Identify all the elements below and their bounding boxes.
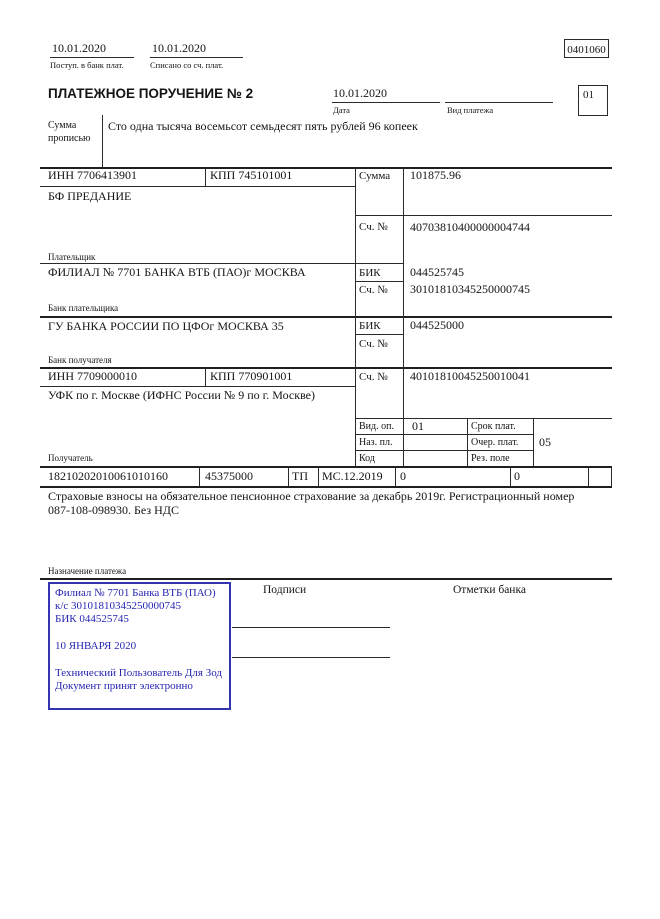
payment-type-label: Вид платежа <box>447 105 494 115</box>
op-type-value: 01 <box>412 419 424 433</box>
payer-label: Плательщик <box>48 252 96 262</box>
payee-bank-bik-value: 044525000 <box>410 318 464 332</box>
payer-bank-label: Банк плательщика <box>48 303 119 313</box>
stamp-bank-name: Филиал № 7701 Банка ВТБ (ПАО) <box>55 587 216 599</box>
payment-purpose-text: Страховые взносы на обязательное пенсионное страхование за декабрь 2019г. Регистрационный номер 087-108-098930. Без НДС <box>48 489 575 517</box>
stamp-bik: БИК 044525745 <box>55 613 129 625</box>
reserve-field-label: Рез. поле <box>471 453 510 464</box>
payer-status-box <box>578 85 608 116</box>
tax-doc-number: 0 <box>400 469 406 483</box>
tax-doc-date: 0 <box>514 469 520 483</box>
date-label: Дата <box>333 105 350 115</box>
payer-bank-account-label: Сч. № <box>359 284 388 296</box>
payee-label: Получатель <box>48 453 93 463</box>
payee-account-label: Сч. № <box>359 371 388 383</box>
amount-in-words: Сто одна тысяча восемьсот семьдесят пять рублей 96 копеек <box>108 119 418 133</box>
payment-basis: ТП <box>292 469 308 483</box>
document-title: ПЛАТЕЖНОЕ ПОРУЧЕНИЕ № 2 <box>48 86 254 101</box>
payment-term-label: Срок плат. <box>471 421 516 432</box>
stamp-corr-account: к/с 30101810345250000745 <box>55 600 182 612</box>
kbk-code: 18210202010061010160 <box>48 469 168 483</box>
received-in-bank-label: Поступ. в банк плат. <box>50 60 124 70</box>
payee-kpp: КПП 770901001 <box>210 369 293 383</box>
payee-account-value: 40101810045250010041 <box>410 369 530 383</box>
payer-account-label: Сч. № <box>359 221 388 233</box>
payer-account-value: 40703810400000004744 <box>410 220 530 234</box>
received-in-bank-date: 10.01.2020 <box>52 41 106 55</box>
payee-bank-label: Банк получателя <box>48 355 112 365</box>
signature-line-2 <box>232 657 390 658</box>
payer-status-code: 01 <box>583 89 594 101</box>
payment-order-label: Очер. плат. <box>471 437 519 448</box>
sum-label: Сумма <box>359 170 391 182</box>
payee-inn: ИНН 7709000010 <box>48 369 137 383</box>
payee-bank-account-label: Сч. № <box>359 338 388 350</box>
purpose-code-label: Наз. пл. <box>359 437 393 448</box>
payee-name: УФК по г. Москве (ИФНС России № 9 по г. Москве) <box>48 388 315 402</box>
document-date: 10.01.2020 <box>333 86 387 100</box>
code-label: Код <box>359 453 375 464</box>
tax-period: МС.12.2019 <box>322 469 383 483</box>
payer-inn: ИНН 7706413901 <box>48 168 137 182</box>
signature-line-1 <box>232 627 390 628</box>
form-code-box <box>564 39 609 58</box>
payee-bank-name: ГУ БАНКА РОССИИ ПО ЦФОг МОСКВА 35 <box>48 319 284 333</box>
oktmo-code: 45375000 <box>205 469 253 483</box>
payer-bank-bik-label: БИК <box>359 267 381 279</box>
stamp-tech-user: Технический Пользователь Для Зод <box>55 667 223 679</box>
debited-from-account-label: Списано со сч. плат. <box>150 60 224 70</box>
bank-marks-label: Отметки банка <box>453 584 526 596</box>
payee-bank-bik-label: БИК <box>359 320 381 332</box>
amount-words-label-1: Сумма <box>48 120 77 131</box>
payment-purpose-label: Назначение платежа <box>48 566 127 576</box>
payer-bank-bik-value: 044525745 <box>410 265 464 279</box>
stamp-accepted-note: Документ принят электронно <box>55 680 193 692</box>
payment-order-value: 05 <box>539 435 551 449</box>
op-type-label: Вид. оп. <box>359 421 394 432</box>
payer-name: БФ ПРЕДАНИЕ <box>48 189 132 203</box>
form-code: 0401060 <box>567 44 606 56</box>
amount-words-label-2: прописью <box>48 133 91 144</box>
bank-stamp <box>48 582 231 710</box>
payer-bank-account-value: 30101810345250000745 <box>410 282 530 296</box>
signatures-label: Подписи <box>263 584 307 596</box>
stamp-date: 10 ЯНВАРЯ 2020 <box>55 640 137 652</box>
payer-kpp: КПП 745101001 <box>210 168 293 182</box>
debited-from-account-date: 10.01.2020 <box>152 41 206 55</box>
sum-value: 101875.96 <box>410 168 461 182</box>
payer-bank-name: ФИЛИАЛ № 7701 БАНКА ВТБ (ПАО)г МОСКВА <box>48 265 306 279</box>
